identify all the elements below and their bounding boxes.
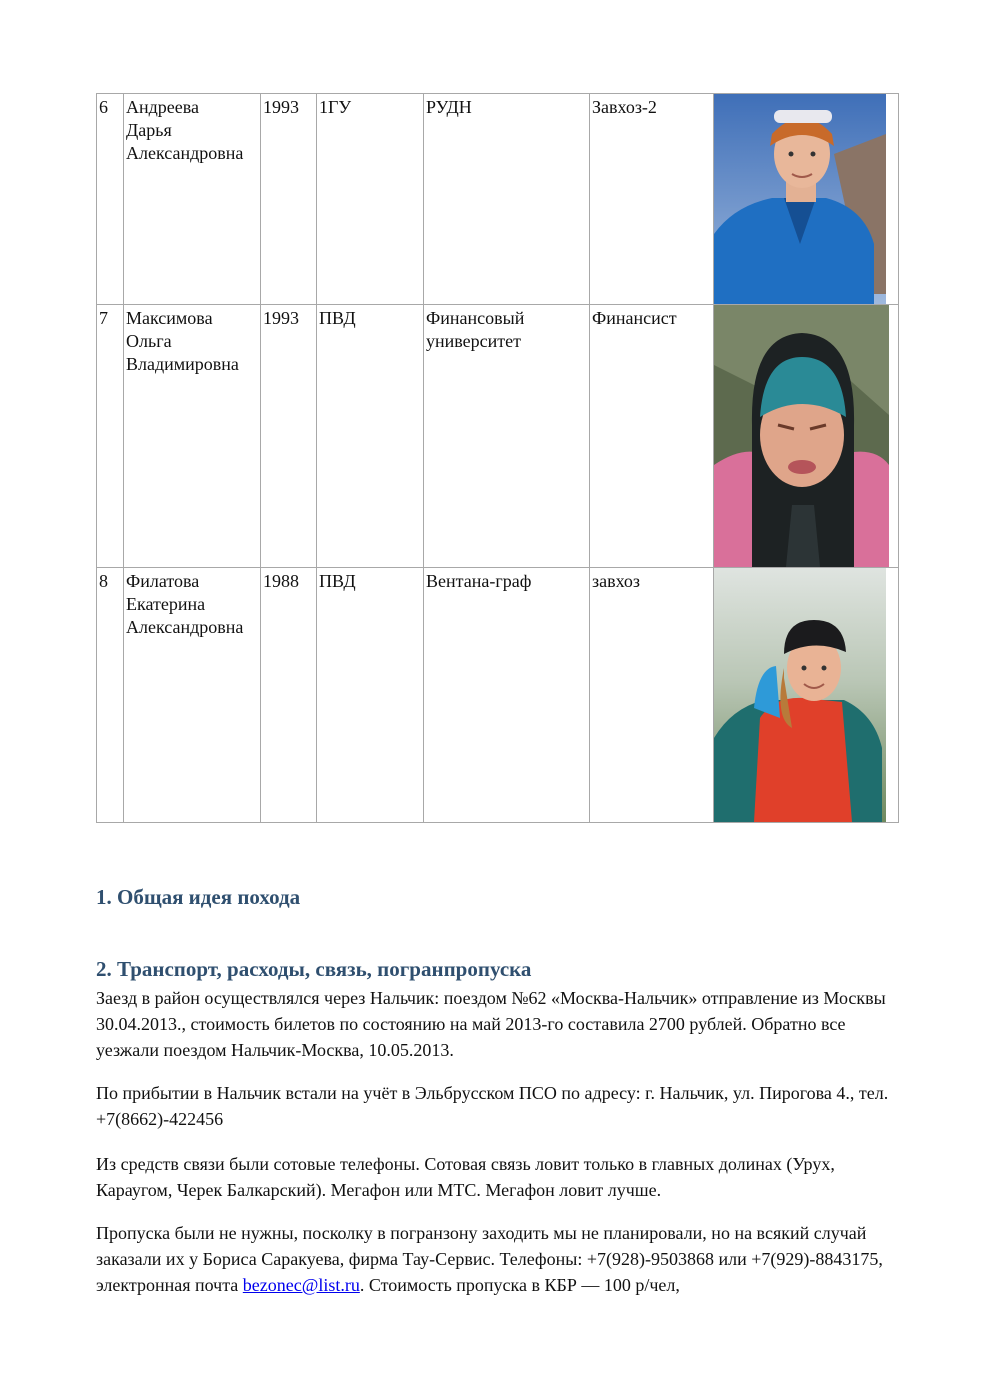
email-link[interactable]: bezonec@list.ru (242, 1275, 360, 1295)
photo-image (714, 305, 889, 567)
organization: Финансовый университет (424, 305, 590, 568)
experience-rank: ПВД (317, 305, 424, 568)
birth-year: 1988 (261, 568, 317, 823)
member-name (124, 94, 261, 305)
row-number: 6 (97, 94, 124, 305)
members-table (96, 93, 899, 823)
member-name (124, 568, 261, 823)
person-photo (714, 305, 898, 567)
group-role: завхоз (590, 568, 714, 823)
experience-rank: ПВД (317, 568, 424, 823)
name-line: Филатова (126, 571, 200, 591)
photo-image (714, 568, 886, 822)
table-row (97, 94, 899, 305)
section-title-transport: 2. Транспорт, расходы, связь, погранпропуска (96, 957, 532, 981)
person-photo (714, 568, 898, 822)
group-role: Завхоз-2 (590, 94, 714, 305)
table-row (97, 568, 899, 823)
birth-year: 1993 (261, 94, 317, 305)
name-line: Ольга (126, 331, 172, 351)
group-role: Финансист (590, 305, 714, 568)
organization: Вентана-граф (424, 568, 590, 823)
photo-cell (714, 568, 899, 823)
paragraph-arrival: Заезд в район осуществлялся через Нальчик: поездом №62 «Москва-Нальчик» отправление из Москвы 30.04.2013., стоимость билетов по состоянию на май 2013-го составила 2700 рублей. Обратно все уезжали поездом Нальчик-Москва, 10.05.2013. (96, 988, 886, 1060)
row-number: 8 (97, 568, 124, 823)
member-name (124, 305, 261, 568)
permits-text-end: . Стоимость пропуска в КБР — 100 р/чел, (359, 1275, 680, 1295)
name-line: Дарья (126, 120, 172, 140)
table-row (97, 305, 899, 568)
paragraph-connection: Из средств связи были сотовые телефоны. Сотовая связь ловит только в главных долинах (Урух, Караугом, Черек Балкарский). Мегафон или МТС. Мегафон ловит лучше. (96, 1154, 835, 1200)
photo-image (714, 94, 886, 304)
section-title-general-idea: 1. Общая идея похода (96, 885, 301, 909)
name-line: Екатерина (126, 594, 206, 614)
photo-cell (714, 94, 899, 305)
name-line: Александровна (126, 617, 244, 637)
name-line: Александровна (126, 143, 244, 163)
paragraph-permits (96, 1220, 901, 1298)
permits-text: Пропуска были не нужны, посколку в погранзону заходить мы не планировали, но на всякий случай заказали их у Бориса Саракуева, фирма Тау-Сервис. Телефоны: +7(928)-9503868 или +7(929)-8843175, электронная почта (96, 1223, 883, 1295)
name-line: Владимировна (126, 354, 239, 374)
organization: РУДН (424, 94, 590, 305)
name-line: Максимова (126, 308, 213, 328)
experience-rank: 1ГУ (317, 94, 424, 305)
person-photo (714, 94, 898, 304)
paragraph-registration: По прибытии в Нальчик встали на учёт в Эльбрусском ПСО по адресу: г. Нальчик, ул. Пирогова 4., тел. +7(8662)-422456 (96, 1083, 889, 1129)
row-number: 7 (97, 305, 124, 568)
birth-year: 1993 (261, 305, 317, 568)
photo-cell (714, 305, 899, 568)
name-line: Андреева (126, 97, 200, 117)
